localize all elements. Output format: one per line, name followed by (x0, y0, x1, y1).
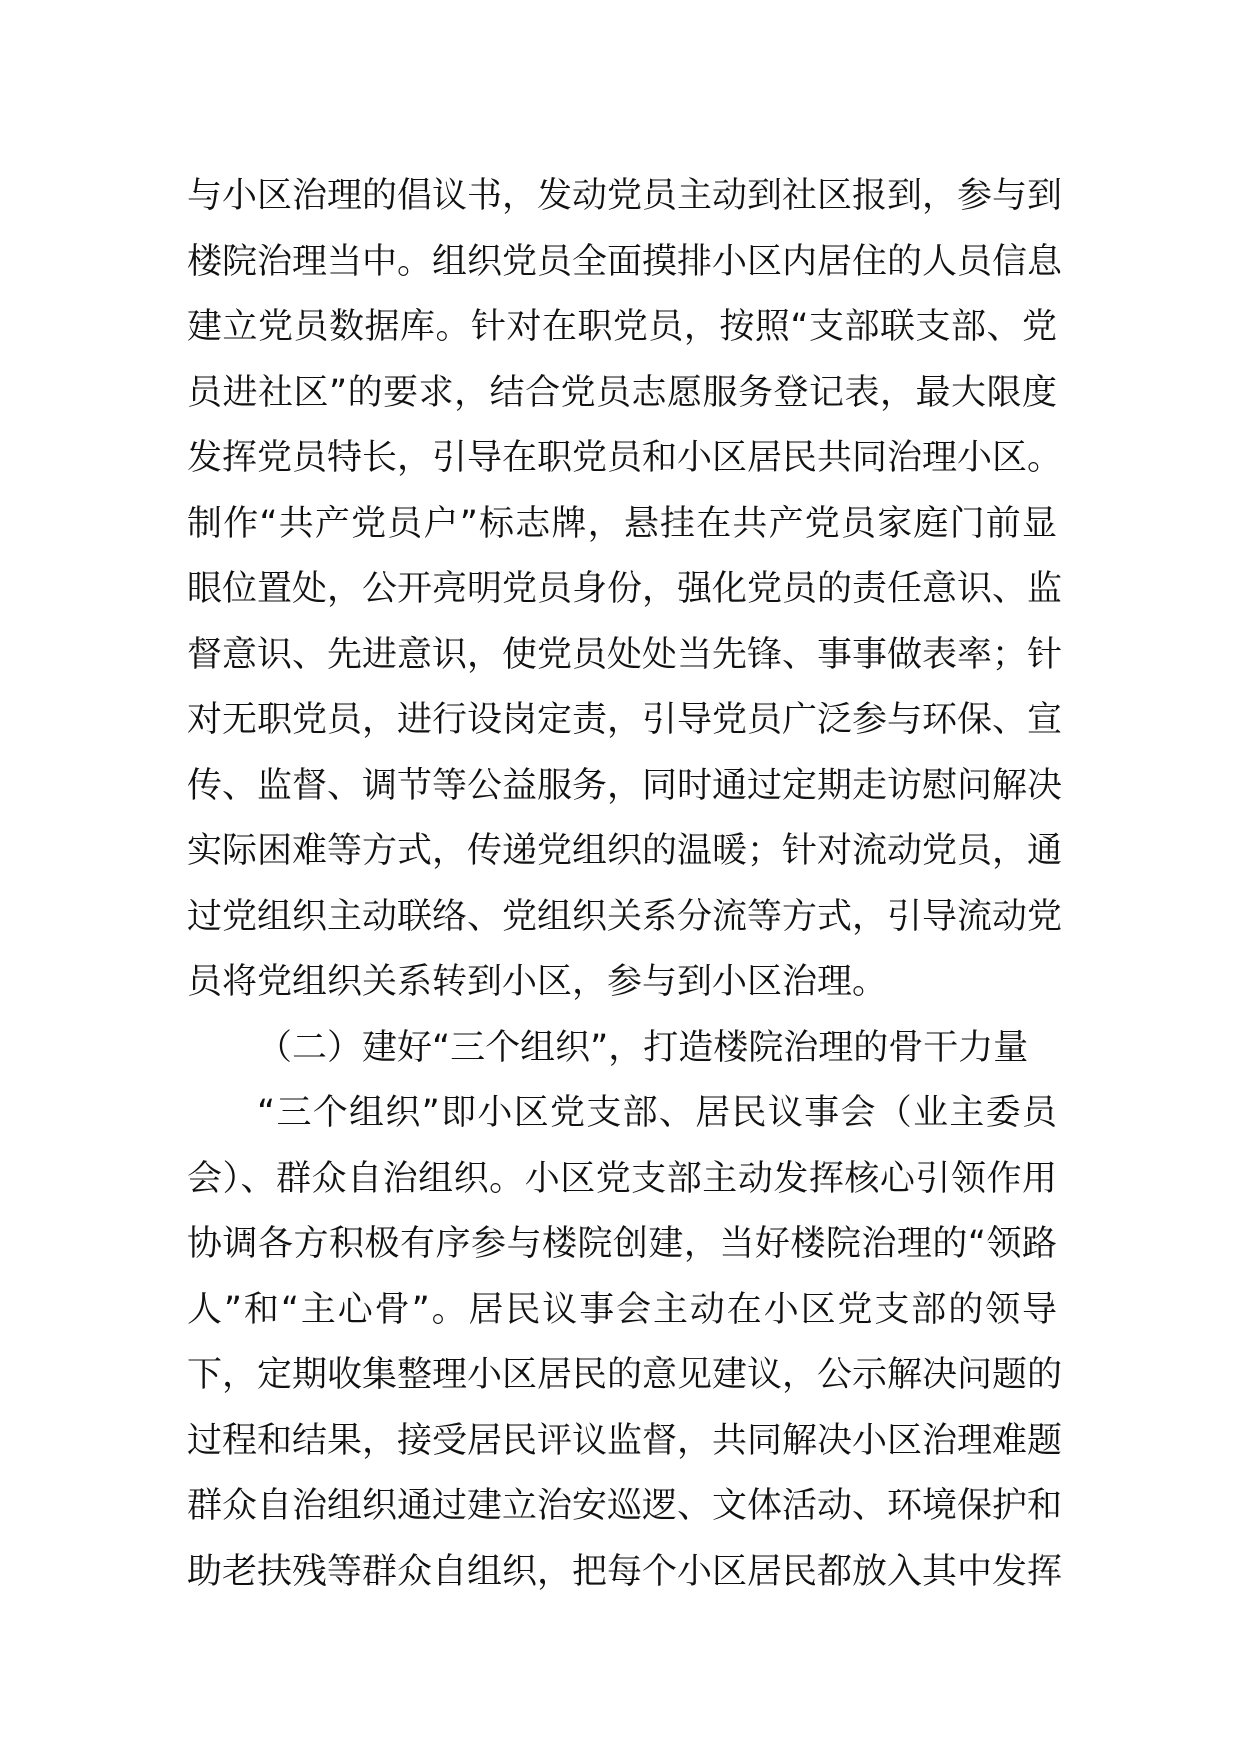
paragraph-line: 过程和结果，接受居民评议监督，共同解决小区治理难题 (187, 1420, 1063, 1461)
body-text (187, 164, 1063, 1605)
paragraph-line: 协调各方积极有序参与楼院创建，当好楼院治理的“领路 (187, 1224, 1057, 1264)
paragraph-line: 会）、群众自治组织。小区党支部主动发挥核心引领作用 (187, 1158, 1057, 1199)
paragraph-line: 助老扶残等群众自组织，把每个小区居民都放入其中发挥 (187, 1551, 1063, 1592)
paragraph-line: “三个组织”即小区党支部、居民议事会（业主委员 (257, 1093, 1057, 1133)
paragraph-line: 实际困难等方式，传递党组织的温暖；针对流动党员，通 (187, 831, 1063, 871)
paragraph-line: 与小区治理的倡议书，发动党员主动到社区报到，参与到 (187, 176, 1063, 216)
paragraph-line: 传、监督、调节等公益服务，同时通过定期走访慰问解决 (187, 765, 1063, 806)
paragraph-line: 人”和“主心骨”。居民议事会主动在小区党支部的领导 (187, 1289, 1057, 1330)
paragraph-line: 员将党组织关系转到小区，参与到小区治理。 (187, 962, 888, 1002)
paragraph-line: 发挥党员特长，引导在职党员和小区居民共同治理小区。 (187, 438, 1063, 478)
paragraph-line: 过党组织主动联络、党组织关系分流等方式，引导流动党 (187, 896, 1063, 937)
paragraph-line: 群众自治组织通过建立治安巡逻、文体活动、环境保护和 (187, 1486, 1063, 1526)
paragraph-line: 下，定期收集整理小区居民的意见建议，公示解决问题的 (187, 1355, 1063, 1395)
paragraph-line: 对无职党员，进行设岗定责，引导党员广泛参与环保、宣 (187, 700, 1063, 740)
paragraph-line: 员进社区”的要求，结合党员志愿服务登记表，最大限度 (187, 372, 1057, 413)
paragraph-line: 建立党员数据库。针对在职党员，按照“支部联支部、党 (187, 307, 1057, 347)
paragraph-line: 督意识、先进意识，使党员处处当先锋、事事做表率；针 (187, 634, 1063, 675)
paragraph-line: 楼院治理当中。组织党员全面摸排小区内居住的人员信息 (187, 241, 1063, 282)
paragraph-line: 制作“共产党员户”标志牌，悬挂在共产党员家庭门前显 (187, 503, 1057, 544)
section-heading: （二）建好“三个组织”，打造楼院治理的骨干力量 (257, 1027, 1029, 1068)
paragraph-line: 眼位置处，公开亮明党员身份，强化党员的责任意识、监 (187, 569, 1063, 609)
